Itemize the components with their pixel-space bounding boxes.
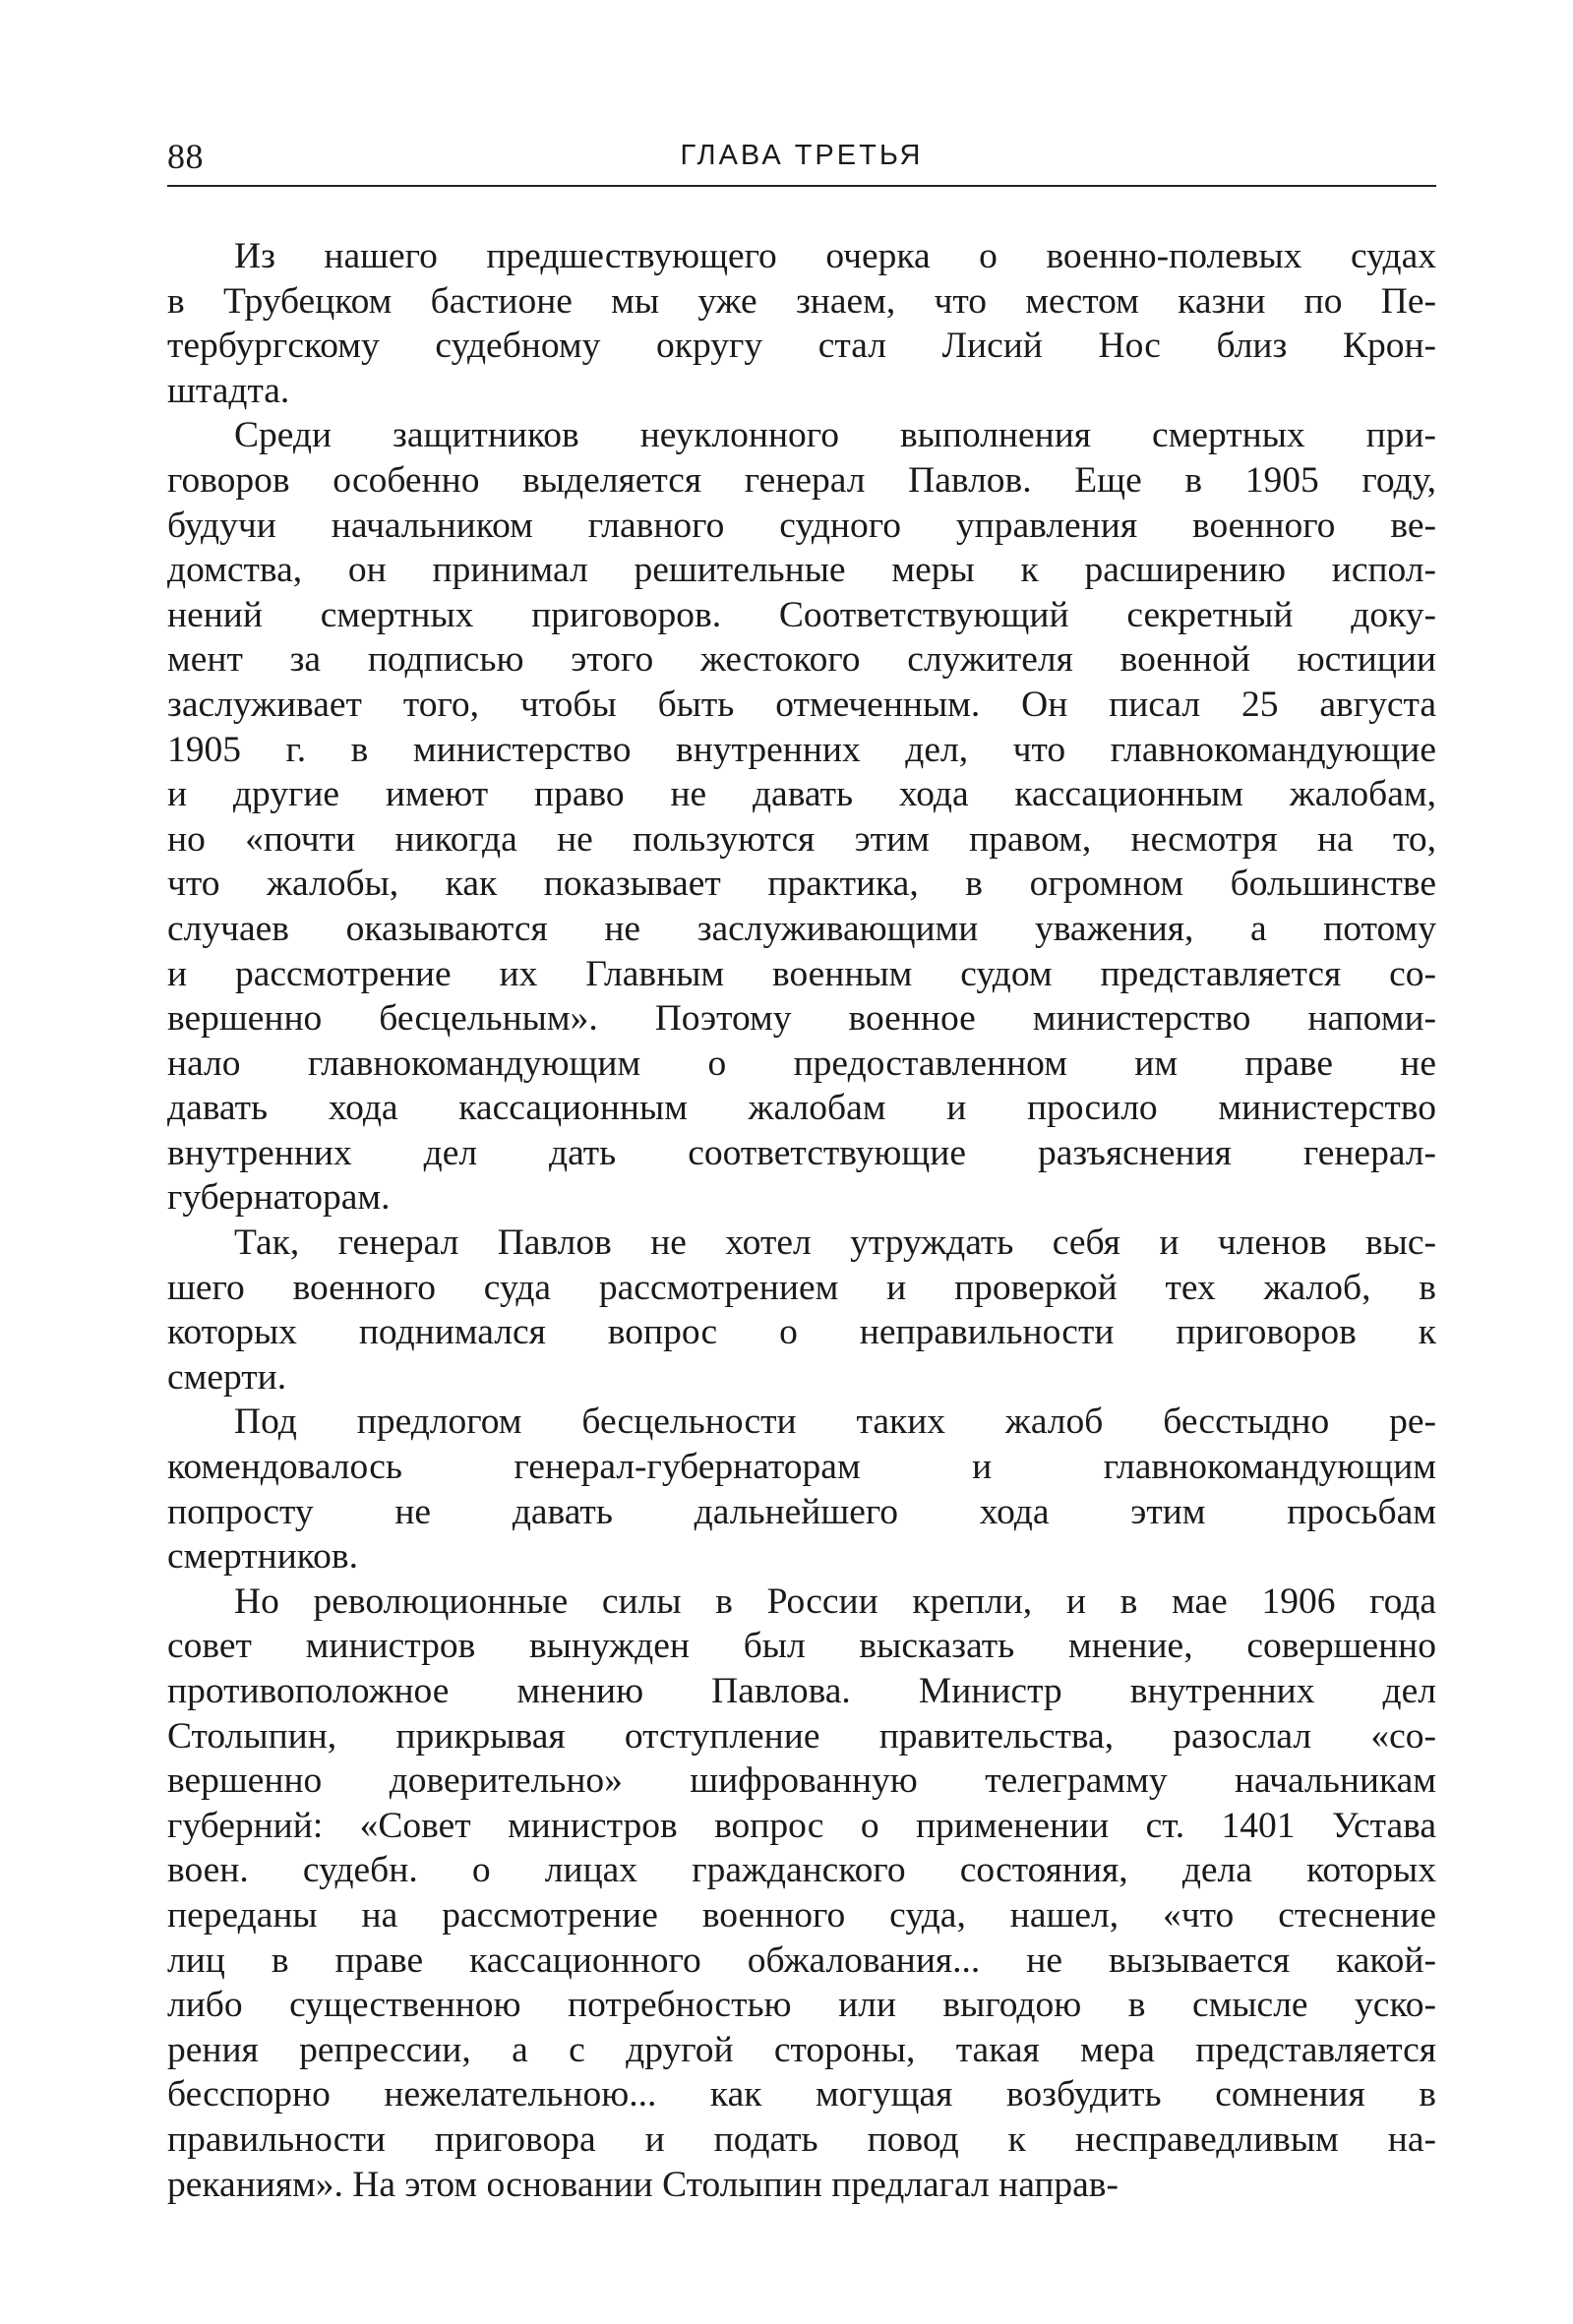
page-number: 88	[167, 137, 204, 176]
running-header	[167, 134, 1436, 185]
text-line: вершенно бесцельным». Поэтому военное министерство напоми-	[167, 998, 1436, 1040]
text-line: рения репрессии, а с другой стороны, такая мера представляется	[167, 2029, 1436, 2070]
text-line: совет министров вынужден был высказать мнение, совершенно	[167, 1626, 1436, 1667]
text-line: шего военного суда рассмотрением и проверкой тех жалоб, в	[167, 1267, 1436, 1308]
text-line: случаев оказываются не заслуживающими уважения, а потому	[167, 908, 1436, 949]
body-text	[167, 234, 1436, 2207]
paragraph	[167, 234, 1436, 413]
text-line: нало главнокомандующим о предоставленном им праве не	[167, 1043, 1436, 1084]
text-line: домства, он принимал решительные меры к расширению испол-	[167, 550, 1436, 591]
header-rule	[167, 185, 1436, 187]
text-line: Из нашего предшествующего очерка о военно-полевых судах	[234, 236, 1436, 276]
text-line: тербургскому судебному округу стал Лисий Нос близ Крон-	[167, 326, 1436, 367]
text-line: 1905 г. в министерство внутренних дел, что главнокомандующие	[167, 729, 1436, 770]
chapter-title: ГЛАВА ТРЕТЬЯ	[680, 140, 924, 171]
text-line: нений смертных приговоров. Соответствующий секретный доку-	[167, 594, 1436, 635]
text-line: будучи начальником главного судного управления военного ве-	[167, 505, 1436, 546]
paragraph	[167, 1221, 1436, 1400]
text-line: заслуживает того, чтобы быть отмеченным. Он писал 25 августа	[167, 684, 1436, 725]
text-line: в Трубецком бастионе мы уже знаем, что местом казни по Пе-	[167, 280, 1436, 322]
text-line: внутренних дел дать соответствующие разъяснения генерал-	[167, 1132, 1436, 1173]
text-line: и другие имеют право не давать хода кассационным жалобам,	[167, 774, 1436, 815]
text-line: которых поднимался вопрос о неправильности приговоров к	[167, 1312, 1436, 1353]
text-line: правильности приговора и подать повод к несправедливым на-	[167, 2118, 1436, 2160]
text-line: Под предлогом бесцельности таких жалоб бесстыдно ре-	[234, 1401, 1436, 1443]
text-line: говоров особенно выделяется генерал Павлов. Еще в 1905 году,	[167, 459, 1436, 501]
text-line: смерти.	[167, 1356, 287, 1398]
text-line: и рассмотрение их Главным военным судом представляется со-	[167, 953, 1436, 994]
text-line: но «почти никогда не пользуются этим правом, несмотря на то,	[167, 818, 1436, 860]
paragraph	[167, 1400, 1436, 1579]
text-line: Среди защитников неуклонного выполнения смертных при-	[234, 415, 1436, 456]
text-line: давать хода кассационным жалобам и просило министерство	[167, 1088, 1436, 1129]
text-line: губерний: «Совет министров вопрос о применении ст. 1401 Устава	[167, 1805, 1436, 1846]
text-line: смертников.	[167, 1536, 358, 1578]
text-line: губернаторам.	[167, 1177, 391, 1219]
text-line: переданы на рассмотрение военного суда, нашел, «что стеснение	[167, 1894, 1436, 1936]
text-line: Столыпин, прикрывая отступление правительства, разослал «со-	[167, 1715, 1436, 1757]
paragraph	[167, 1579, 1436, 2207]
text-line: противоположное мнению Павлова. Министр внутренних дел	[167, 1671, 1436, 1711]
text-line: Так, генерал Павлов не хотел утруждать себя и членов выс-	[234, 1222, 1436, 1264]
text-line: комендовалось генерал-губернаторам и главнокомандующим	[167, 1447, 1436, 1488]
text-line: штадта.	[167, 370, 290, 411]
paragraph	[167, 413, 1436, 1221]
text-line: бесспорно нежелательною... как могущая возбудить сомнения в	[167, 2074, 1436, 2115]
text-line: попросту не давать дальнейшего хода этим просьбам	[167, 1491, 1436, 1532]
text-line: мент за подписью этого жестокого служителя военной юстиции	[167, 639, 1436, 681]
text-line: вершенно доверительно» шифрованную телеграмму начальникам	[167, 1760, 1436, 1802]
text-line: Но революционные силы в России крепли, и в мае 1906 года	[234, 1580, 1436, 1622]
text-line: либо существенною потребностью или выгодою в смысле уско-	[167, 1985, 1436, 2026]
text-line: воен. судебн. о лицах гражданского состояния, дела которых	[167, 1850, 1436, 1891]
text-line: что жалобы, как показывает практика, в огромном большинстве	[167, 864, 1436, 905]
text-line: реканиям». На этом основании Столыпин предлагал направ-	[167, 2164, 1119, 2205]
text-line: лиц в праве кассационного обжалования... не вызывается какой-	[167, 1939, 1436, 1981]
